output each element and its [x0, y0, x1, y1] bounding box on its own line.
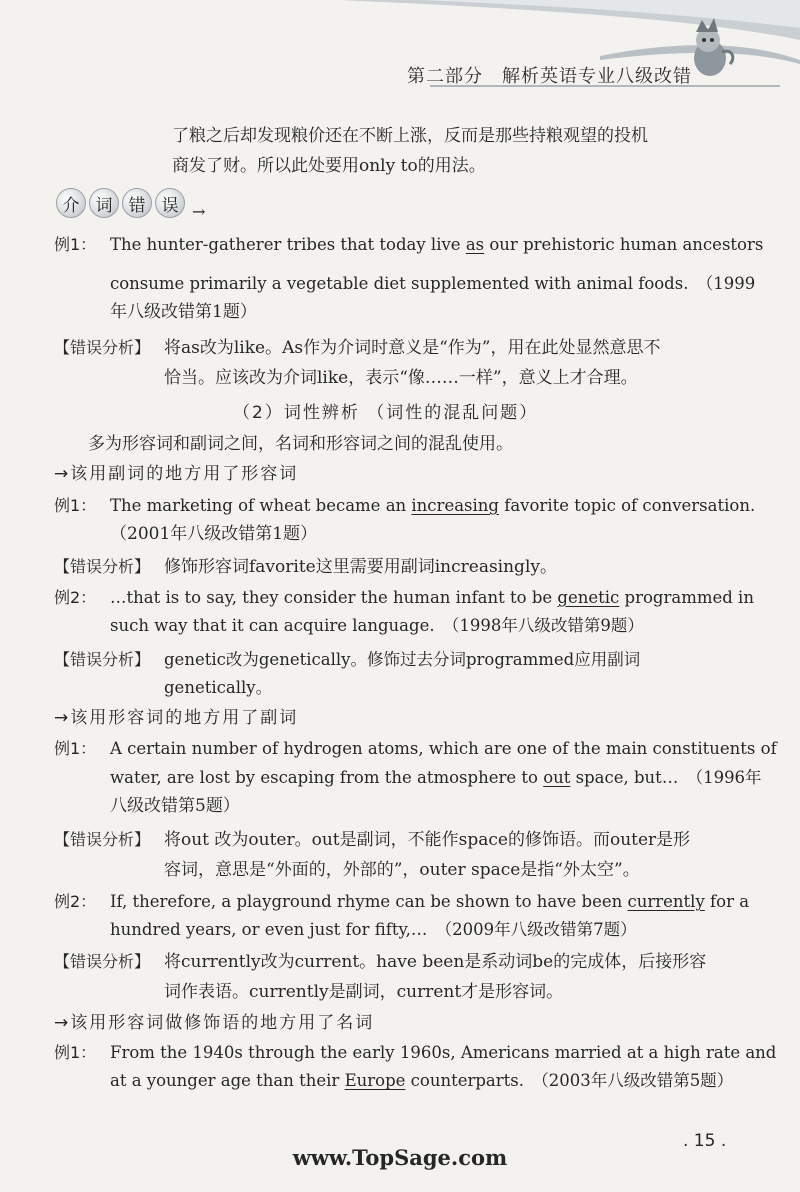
example-text: programmed in — [619, 588, 754, 607]
example-text: The hunter-gatherer tribes that today live — [110, 235, 466, 254]
analysis-line: 将currently改为current。have been是系动词be的完成体，后接形容 — [164, 952, 707, 972]
example-label: 例2： — [54, 892, 97, 911]
analysis-line: 将out 改为outer。out是副词，不能作space的修饰语。而outer是形 — [164, 830, 691, 850]
analysis-line: 词作表语。currently是副词，current才是形容词。 — [164, 982, 564, 1002]
page-number: . 15 . — [683, 1131, 727, 1151]
example-text: counterparts. （2003年八级改错第5题） — [405, 1071, 734, 1090]
example-text-line: 八级改错第5题） — [110, 796, 240, 816]
example-text: …that is to say, they consider the human infant to be — [110, 588, 558, 607]
example-label: 例1： — [54, 235, 97, 254]
analysis-label: 【错误分析】 — [54, 952, 151, 971]
example-text-line — [110, 586, 754, 610]
error-word: currently — [627, 892, 705, 911]
analysis-line: 将as改为like。As作为介词时意义是“作为”，用在此处显然意思不 — [164, 338, 661, 358]
example-text-line: （2001年八级改错第1题） — [110, 524, 318, 544]
error-word: Europe — [344, 1071, 406, 1090]
heading-char: 误 — [155, 188, 185, 218]
subsection-title: →该用形容词的地方用了副词 — [54, 708, 299, 728]
analysis-line: genetic改为genetically。修饰过去分词programmed应用副词 — [164, 650, 641, 669]
intro-line-1: 了粮之后却发现粮价还在不断上涨，反而是那些持粮观望的投机 — [172, 126, 648, 146]
analysis-line: 恰当。应该改为介词like，表示“像……一样”，意义上才合理。 — [164, 368, 638, 388]
analysis-label: 【错误分析】 — [54, 830, 151, 849]
heading-char: 错 — [122, 188, 152, 218]
header-title: 第二部分 解析英语专业八级改错 — [407, 66, 692, 87]
example-text-line: 年八级改错第1题） — [110, 302, 257, 322]
section-title: （2）词性辨析 （词性的混乱问题） — [233, 403, 539, 423]
arrow-icon: → — [192, 201, 206, 221]
error-word: increasing — [411, 496, 499, 515]
example-label: 例1： — [54, 496, 97, 515]
example-text-line: hundred years, or even just for fifty,… （2009年八级改错第7题） — [110, 920, 637, 939]
example-text: If, therefore, a playground rhyme can be shown to have been — [110, 892, 628, 911]
footer-website[interactable]: www.TopSage.com — [292, 1145, 508, 1170]
intro-line-2: 商发了财。所以此处要用only to的用法。 — [172, 156, 486, 176]
analysis-line: genetically。 — [164, 678, 273, 697]
example-label: 例1： — [54, 1043, 97, 1062]
example-text-line — [110, 766, 762, 790]
example-text-line — [110, 890, 749, 914]
heading-char: 介 — [56, 188, 86, 218]
example-label: 例1： — [54, 739, 97, 758]
example-text-line: consume primarily a vegetable diet supplemented with animal foods. （1999 — [110, 274, 756, 293]
analysis-line: 容词，意思是“外面的，外部的”，outer space是指“外太空”。 — [164, 860, 640, 880]
example-text: favorite topic of conversation. — [498, 496, 756, 515]
analysis-label: 【错误分析】 — [54, 338, 151, 357]
example-text-line — [110, 494, 755, 518]
example-text: at a younger age than their — [110, 1071, 345, 1090]
example-text: our prehistoric human ancestors — [484, 235, 764, 254]
example-label: 例2： — [54, 588, 97, 607]
example-text-line — [110, 233, 763, 257]
error-word: as — [465, 235, 485, 254]
error-word: genetic — [557, 588, 620, 607]
heading-char: 词 — [89, 188, 119, 218]
example-text-line: From the 1940s through the early 1960s, Americans married at a high rate and — [110, 1043, 777, 1062]
analysis-label: 【错误分析】 — [54, 557, 151, 576]
subsection-title: →该用副词的地方用了形容词 — [54, 464, 299, 484]
example-text: for a — [704, 892, 750, 911]
analysis-label: 【错误分析】 — [54, 650, 151, 669]
subsection-title: →该用形容词做修饰语的地方用了名词 — [54, 1013, 375, 1033]
example-text-line: A certain number of hydrogen atoms, which are one of the main constituents of — [110, 739, 777, 758]
example-text-line — [110, 1069, 733, 1093]
example-text: The marketing of wheat became an — [110, 496, 412, 515]
section-description: 多为形容词和副词之间，名词和形容词之间的混乱使用。 — [88, 434, 513, 454]
example-text: water, are lost by escaping from the atmosphere to — [110, 768, 544, 787]
analysis-line: 修饰形容词favorite这里需要用副词increasingly。 — [164, 557, 557, 577]
example-text: space, but… （1996年 — [570, 768, 762, 787]
example-text-line: such way that it can acquire language. （1998年八级改错第9题） — [110, 616, 644, 635]
error-word: out — [543, 768, 571, 787]
section-heading-prep-error — [56, 188, 206, 221]
